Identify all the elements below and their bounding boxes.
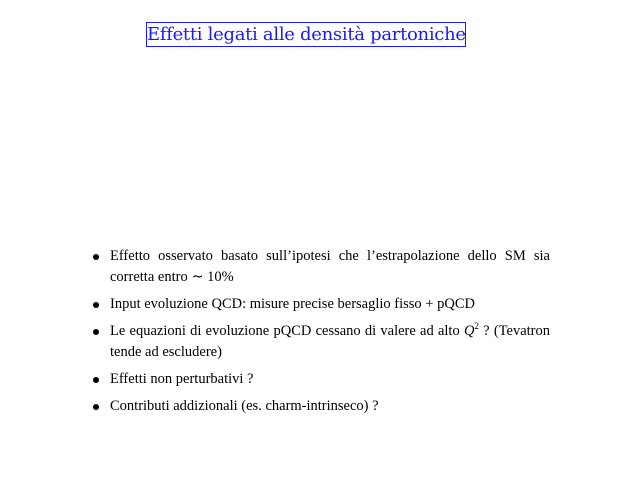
math-exponent: 2 <box>474 321 479 331</box>
bullet-text: Effetto osservato basato sull’ipotesi che l’estrapolazione dello SM sia corretta entro ∼ 10% <box>110 248 550 285</box>
bullet-dot-icon <box>93 302 99 308</box>
bullet-item <box>90 321 550 363</box>
bullet-dot-icon <box>93 377 99 383</box>
bullet-item <box>90 294 550 315</box>
bullet-text: Contributi addizionali (es. charm-intrinseco) ? <box>110 398 379 414</box>
bullet-item <box>90 396 550 417</box>
math-symbol: Q <box>463 323 475 339</box>
bullet-item <box>90 369 550 390</box>
bullet-dot-icon <box>93 404 99 410</box>
bullet-dot-icon <box>93 254 99 260</box>
bullet-text-after: ? (Tevatron tende ad escludere) <box>110 323 550 360</box>
slide-title: Effetti legati alle densità partoniche <box>147 24 466 45</box>
bullet-dot-icon <box>93 329 99 335</box>
bullet-item <box>90 246 550 288</box>
bullet-text: Effetti non perturbativi ? <box>110 371 254 387</box>
bullet-text-before: Le equazioni di evoluzione pQCD cessano di valere ad alto <box>110 323 464 339</box>
bullet-list <box>90 246 550 423</box>
bullet-text: Input evoluzione QCD: misure precise bersaglio fisso + pQCD <box>110 296 475 312</box>
